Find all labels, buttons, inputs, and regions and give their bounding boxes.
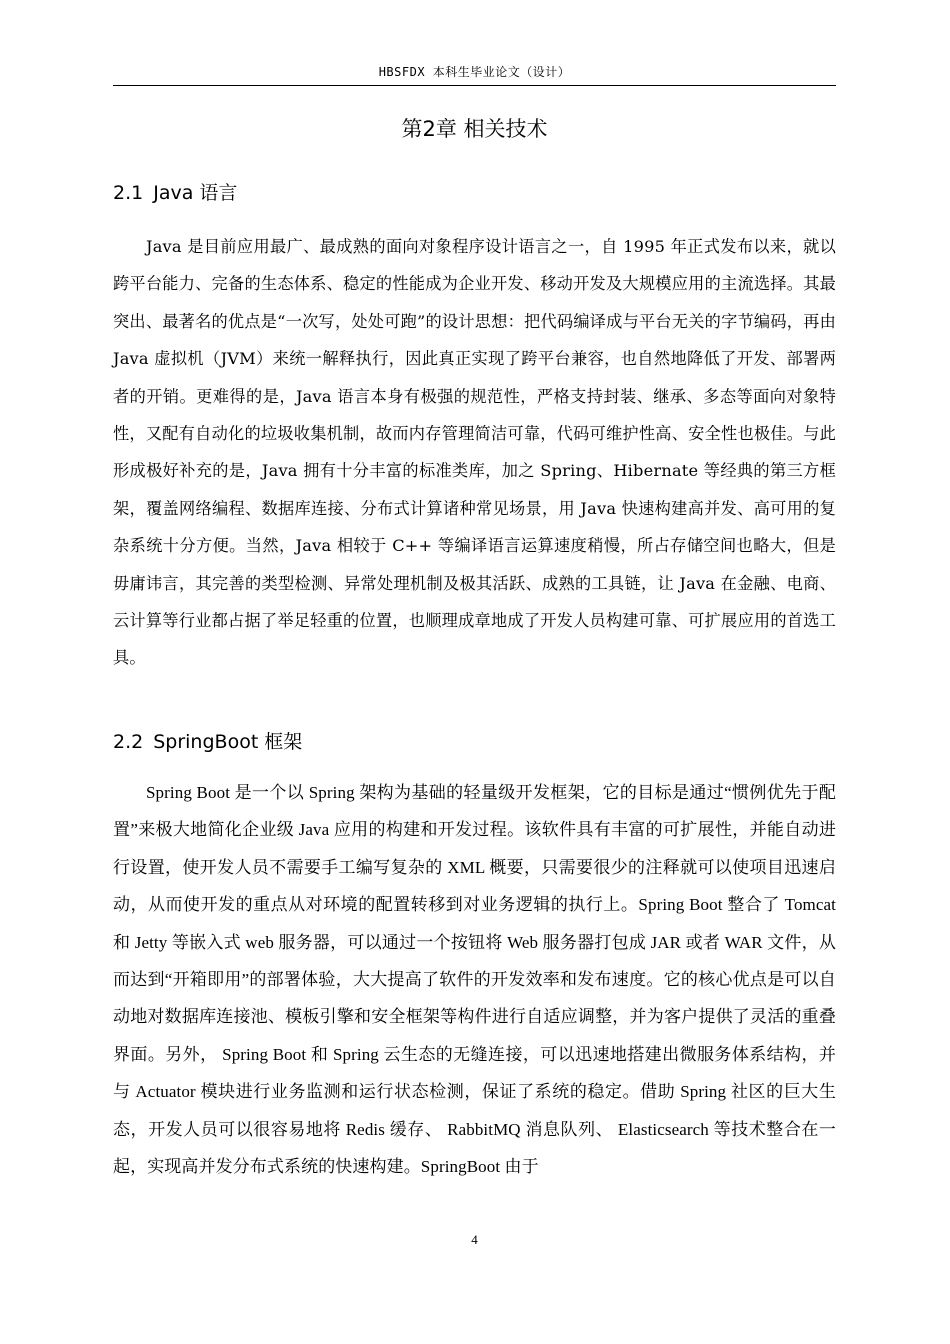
page-number: 4: [471, 1232, 478, 1247]
chapter-title: 第2章 相关技术: [401, 117, 548, 141]
section-number: 2.2: [113, 731, 144, 753]
section-paragraph-java: Java 是目前应用最广、最成熟的面向对象程序设计语言之一，自 1995 年正式发布以来，就以跨平台能力、完备的生态体系、稳定的性能成为企业开发、移动开发及大规模应用的主流选择。其最突出、最著名的优点是“一次写，处处可跑”的设计思想：把代码编译成与平台无关的字节编码，再由 Java 虚拟机（JVM）来统一解释执行，因此真正实现了跨平台兼容，也自然地降低了开发、部署两者的开销。更难得的是，Java 语言本身有极强的规范性，严格支持封装、继承、多态等面向对象特性，又配有自动化的垃圾收集机制，故而内存管理简洁可靠，代码可维护性高、安全性也极佳。与此形成极好补充的是，Java 拥有十分丰富的标准类库，加之 Spring、Hibernate 等经典的第三方框架，覆盖网络编程、数据库连接、分布式计算诸种常见场景，用 Java 快速构建高并发、高可用的复杂系统十分方便。当然，Java 相较于 C++ 等编译语言运算速度稍慢，所占存储空间也略大，但是毋庸讳言，其完善的类型检测、异常处理机制及极其活跃、成熟的工具链，让 Java 在金融、电商、云计算等行业都占据了举足轻重的位置，也顺理成章地成了开发人员构建可靠、可扩展应用的首选工具。: [113, 237, 836, 668]
header-rule: [113, 85, 836, 86]
section-paragraph-springboot: Spring Boot 是一个以 Spring 架构为基础的轻量级开发框架，它的目标是通过“惯例优先于配置”来极大地简化企业级 Java 应用的构建和开发过程。该软件具有丰富的可扩展性，并能自动进行设置，使开发人员不需要手工编写复杂的 XML 概要，只需要很少的注释就可以使项目迅速启动，从而使开发的重点从对环境的配置转移到对业务逻辑的执行上。Spring Boot 整合了 Tomcat 和 Jetty 等嵌入式 web 服务器，可以通过一个按钮将 Web 服务器打包成 JAR 或者 WAR 文件，从而达到“开箱即用”的部署体验，大大提高了软件的开发效率和发布速度。它的核心优点是可以自动地对数据库连接池、模板引擎和安全框架等构件进行自适应调整，并为客户提供了灵活的重叠界面。另外， Spring Boot 和 Spring 云生态的无缝连接，可以迅速地搭建出微服务体系结构，并与 Actuator 模块进行业务监测和运行状态检测，保证了系统的稳定。借助 Spring 社区的巨大生态，开发人员可以很容易地将 Redis 缓存、 RabbitMQ 消息队列、 Elasticsearch 等技术整合在一起，实现高并发分布式系统的快速构建。SpringBoot 由于: [113, 783, 836, 1177]
section-number: 2.1: [113, 182, 144, 204]
running-header: HBSFDX 本科生毕业论文（设计）: [378, 65, 571, 79]
section-title: Java 语言: [153, 182, 238, 204]
section-heading-java: [113, 179, 836, 207]
section-heading-springboot: [113, 728, 836, 756]
section-title: SpringBoot 框架: [153, 731, 303, 753]
